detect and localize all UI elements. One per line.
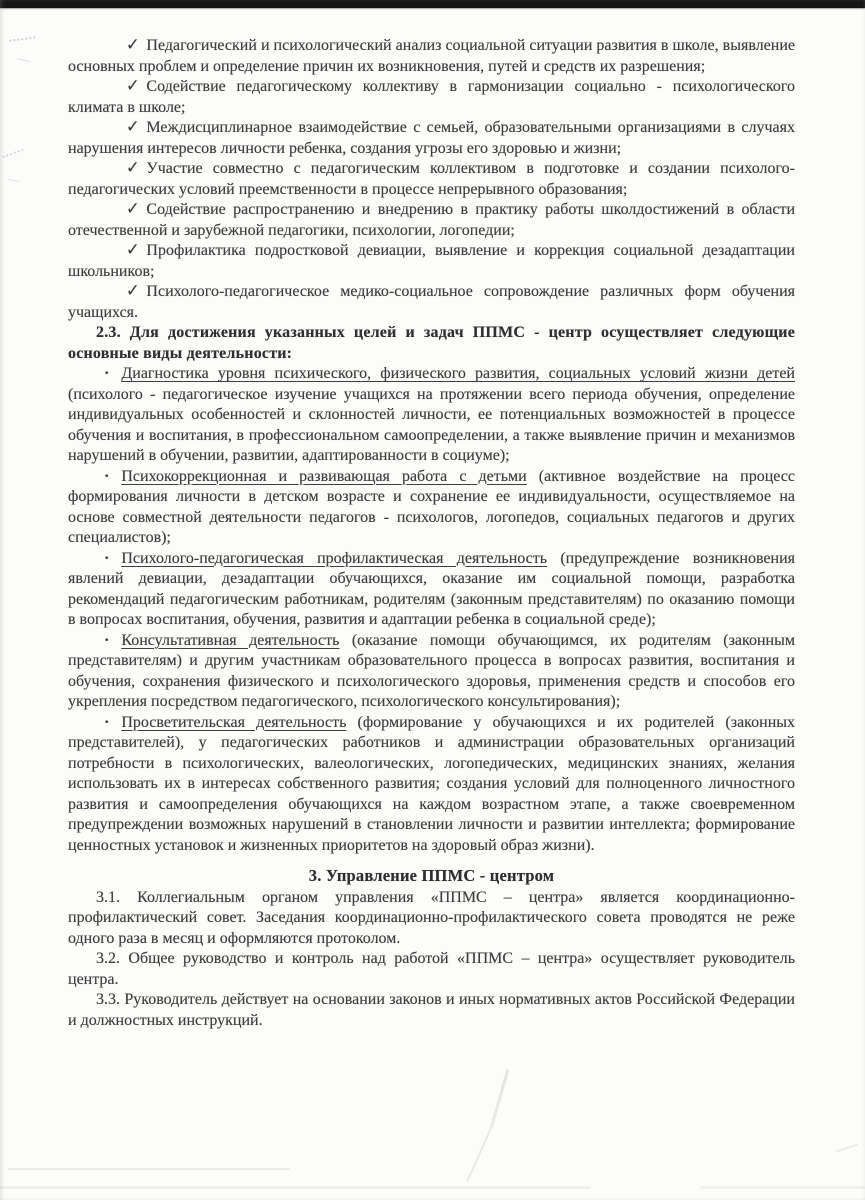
scan-streak bbox=[836, 1144, 858, 1153]
pencil-mark bbox=[9, 36, 36, 52]
activity-item bbox=[68, 631, 795, 713]
section-3-paragraph: 3.3. Руководитель действует на основании законов и иных нормативных актов Российской Федерации и должностных инструкций. bbox=[68, 991, 795, 1029]
check-item-text: Содействие педагогическому коллективу в гармонизации социально - психологического климата в школе; bbox=[68, 78, 795, 116]
activity-description: (формирование у обучающихся и их родителей (законных представителей), у педагогических работников и администрации образовательных организаций потребности в психологических, валеологических, логопедических, медицинских знаниях, желания использовать их в интересах собственного развития; создания условий для полноценного личностного развития и самоопределения обучающихся на каждом возрастном этапе, а также своевременном предупреждении возможных нарушений в становлении личности и развитии интеллекта; формирование ценностных установок и жизненных приоритетов на здоровый образ жизни). bbox=[68, 713, 796, 854]
check-item bbox=[68, 118, 795, 159]
pencil-mark bbox=[2, 149, 27, 170]
check-item bbox=[68, 241, 795, 282]
checkmark-icon: ✓ bbox=[126, 282, 140, 301]
check-item bbox=[68, 77, 795, 118]
activity-title: Диагностика уровня психического, физического развития, социальных условий жизни детей bbox=[121, 365, 795, 382]
bullet-icon: · bbox=[104, 467, 110, 485]
checkmark-icon: ✓ bbox=[126, 241, 140, 260]
bullet-icon: · bbox=[104, 365, 110, 382]
activity-item bbox=[68, 549, 795, 631]
check-item-text: Участие совместно с педагогическим коллективом в подготовке и создании психолого-педагогических условий преемственности в процессе непрерывного образования; bbox=[68, 160, 795, 198]
activity-title: Консультативная деятельность bbox=[121, 631, 340, 649]
activity-title: Просветительская деятельность bbox=[121, 713, 347, 731]
activity-description: (предупреждение возникновения явлений девиации, дезадаптации обучающихся, оказание им социальной помощи, разработка рекомендаций педагогическим работникам, родителям (законным представителям) по оказанию помощи в вопросах воспитания, обучения, развития и адаптации ребенка в социальной среде); bbox=[68, 549, 795, 628]
activity-description: (оказание помощи обучающимся, их родителям (законным представителям) и другим участникам образовательного процесса в вопросах развития, воспитания и обучения, сохранения физического и психологического здоровья, применения средств и способов его укрепления посредством педагогического, психологического консультирования); bbox=[68, 631, 795, 710]
checkmark-icon: ✓ bbox=[126, 77, 140, 96]
document-content bbox=[68, 36, 795, 1031]
checkmark-icon: ✓ bbox=[126, 200, 140, 219]
section-3-paragraph: 3.2. Общее руководство и контроль над работой «ППМС – центра» осуществляет руководитель центра. bbox=[68, 950, 795, 988]
scan-streak bbox=[0, 1186, 590, 1189]
check-item-text: Психолого-педагогическое медико-социальное сопровождение различных форм обучения учащихся. bbox=[68, 283, 795, 321]
section-3-heading: 3. Управление ППМС - центром bbox=[308, 866, 555, 885]
scan-streak bbox=[700, 1186, 865, 1189]
activity-description: (активное воздействие на процесс формирования личности в детском возрасте и сохранение ее индивидуальности, осуществляемое на основе совместной деятельности педагогов - психологов, логопедов, социальных педагогов и других специалистов); bbox=[68, 467, 796, 546]
pencil-mark bbox=[17, 50, 33, 62]
activity-description: (психолого - педагогическое изучение учащихся на протяжении всего периода обучения, определение индивидуальных особенностей и склонностей личности, ее потенциальных возможностей в процессе обучения и воспитания, в профессиональном самоопределении, а также выявление причин и механизмов нарушений в обучении, развитии, адаптированности в социуме); bbox=[68, 385, 795, 464]
bullet-icon: · bbox=[104, 549, 110, 567]
scan-smudge bbox=[466, 1128, 491, 1182]
scan-top-edge bbox=[0, 0, 865, 8]
activity-item bbox=[68, 364, 795, 467]
bullet-icon: · bbox=[104, 631, 110, 649]
scan-streak bbox=[8, 1168, 290, 1170]
check-item bbox=[68, 36, 795, 77]
activity-item bbox=[68, 713, 795, 857]
check-item-text: Профилактика подростковой девиации, выявление и коррекция социальной дезадаптации школьников; bbox=[68, 242, 795, 280]
bullet-icon: · bbox=[104, 713, 110, 731]
check-item-text: Педагогический и психологический анализ социальной ситуации развития в школе, выявление основных проблем и определение причин их возникновения, путей и средств их разрешения; bbox=[68, 37, 795, 75]
activity-title: Психокоррекционная и развивающая работа с детьми bbox=[121, 467, 527, 485]
check-item-text: Содействие распространению и внедрению в практику работы школдостижений в области отечественной и зарубежной педагогики, психологии, логопедии; bbox=[68, 201, 795, 239]
section-2-3-paragraph: 2.3. Для достижения указанных целей и задач ППМС - центр осуществляет следующие основные виды деятельности: bbox=[68, 324, 795, 362]
pencil-mark bbox=[7, 171, 20, 182]
activity-title: Психолого-педагогическая профилактическая деятельность bbox=[121, 549, 548, 567]
scan-smudge bbox=[490, 1069, 510, 1129]
checkmark-icon: ✓ bbox=[126, 118, 140, 137]
section-3-paragraph: 3.1. Коллегиальным органом управления «ППМС – центра» является координационно-профилактический совет. Заседания координационно-профилактического совета проводятся не реже одного раза в месяц и оформляются протоколом. bbox=[68, 888, 795, 947]
check-item bbox=[68, 200, 795, 241]
checkmark-icon: ✓ bbox=[126, 159, 140, 178]
checkmark-icon: ✓ bbox=[126, 36, 140, 55]
activity-item bbox=[68, 467, 795, 549]
check-item-text: Междисциплинарное взаимодействие с семьей, образовательными организациями в случаях нарушения интересов личности ребенка, создания угрозы его здоровью и жизни; bbox=[68, 119, 795, 157]
check-item bbox=[68, 282, 795, 323]
check-item bbox=[68, 159, 795, 200]
